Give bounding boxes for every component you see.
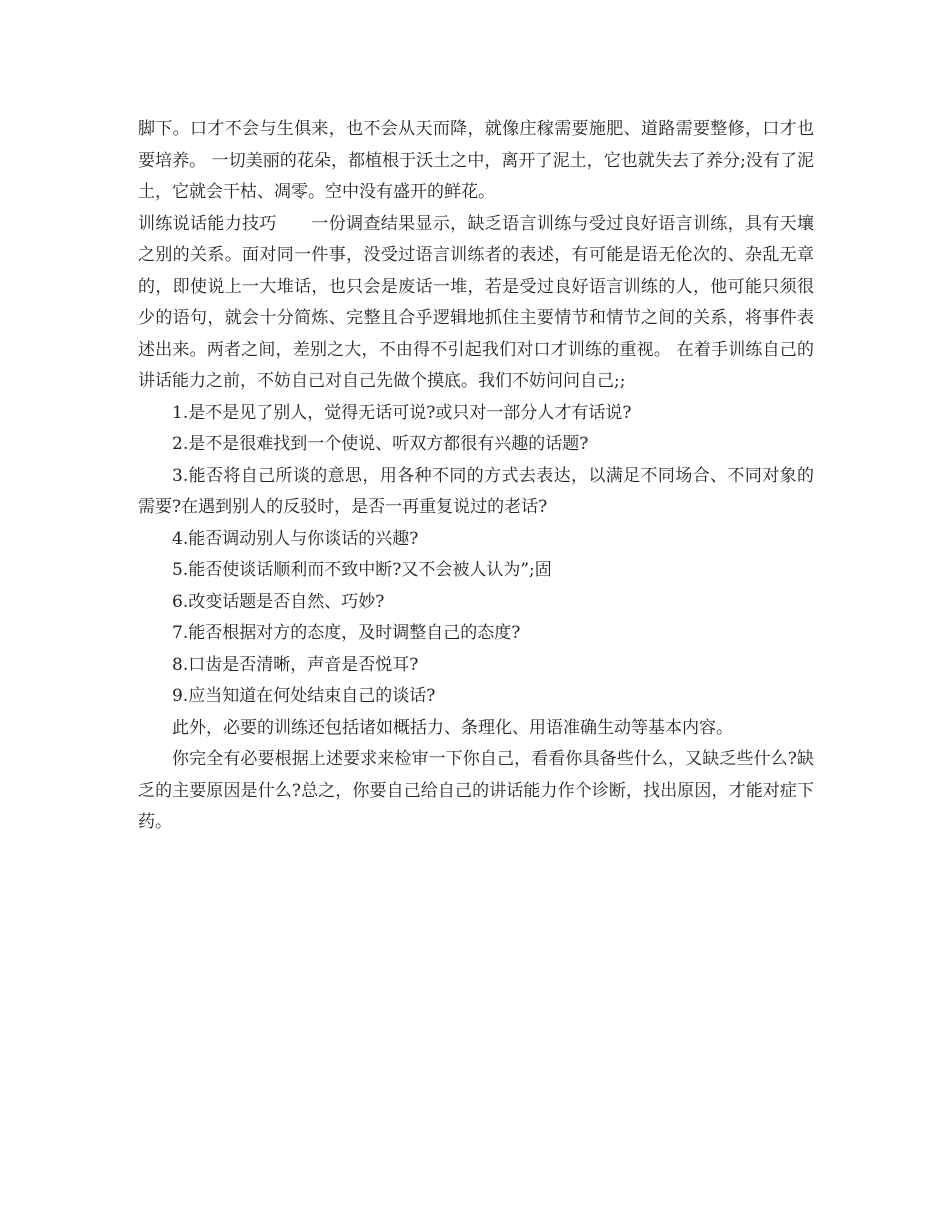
question-item-7: 7.能否根据对方的态度，及时调整自己的态度? [172, 623, 521, 643]
question-item-2: 2.是不是很难找到一个使说、听双方都很有兴趣的话题? [172, 434, 589, 454]
question-item-8: 8.口齿是否清晰，声音是否悦耳? [172, 654, 419, 675]
question-item-5: 5.能否使谈话顺利而不致中断?又不会被人认为”;固 [172, 560, 552, 580]
question-item-9: 9.应当知道在何处结束自己的谈话? [172, 686, 436, 706]
question-item-3: 3.能否将自己所谈的意思，用各种不同的方式去表达，以满足不同场合、不同对象的需要?在遇到别人的反驳时，是否一再重复说过的老话? [138, 465, 814, 517]
paragraph-additional-training: 此外，必要的训练还包括诸如概括力、条理化、用语准确生动等基本内容。 [172, 717, 733, 738]
question-item-1: 1.是不是见了别人，觉得无话可说?或只对一部分人才有话说? [172, 402, 632, 423]
paragraph-intro: 脚下。口才不会与生俱来，也不会从天而降，就像庄稼需要施肥、道路需要整修，口才也要培养。 一切美丽的花朵，都植根于沃土之中，离开了泥土，它也就失去了养分;没有了泥土，它就会干枯、凋零。空中没有盛开的鲜花。 [138, 119, 814, 202]
paragraph-training-skills: 训练说话能力技巧 一份调查结果显示，缺乏语言训练与受过良好语言训练，具有天壤之别的关系。面对同一件事，没受过语言训练者的表述，有可能是语无伦次的、杂乱无章的，即使说上一大堆话，也只会是废话一堆，若是受过良好语言训练的人，他可能只须很少的语句，就会十分简炼、完整且合乎逻辑地抓住主要情节和情节之间的关系，将事件表述出来。两者之间，差别之大，不由得不引起我们对口才训练的重视。 在着手训练自己的讲话能力之前，不妨自己对自己先做个摸底。我们不妨问问自己;; [138, 213, 814, 391]
question-item-6: 6.改变话题是否自然、巧妙? [172, 591, 385, 612]
paragraph-self-diagnosis: 你完全有必要根据上述要求来检审一下你自己，看看你具备些什么，又缺乏些什么?缺乏的主要原因是什么?总之，你要自己给自己的讲话能力作个诊断，找出原因，才能对症下药。 [138, 749, 814, 832]
document-body [138, 114, 814, 839]
question-item-4: 4.能否调动别人与你谈话的兴趣? [172, 528, 419, 549]
